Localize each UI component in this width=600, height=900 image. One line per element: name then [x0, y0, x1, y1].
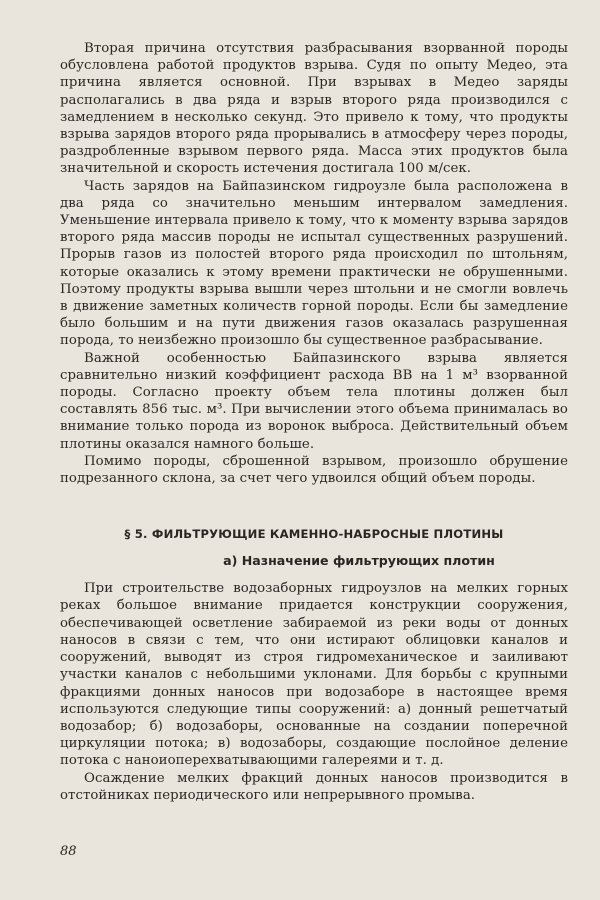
paragraph-slope-collapse: Помимо породы, сброшенной взрывом, произошло обрушение подрезанного склона, за счет чего удвоился общий объем породы. — [60, 453, 568, 487]
paragraph-water-intake: При строительстве водозаборных гидроузлов на мелких горных реках большое внимание придается конструкции сооружения, обеспечивающей осветление забираемой из реки воды от донных наносов в связи с тем, что они истирают облицовки каналов и сооружений, выводят из строя гидромеханическое и заиливают участки каналов с небольшими уклонами. Для борьбы с крупными фракциями донных наносов при водозаборе в настоящее время используются следующие типы сооружений: а) донный решетчатый водозабор; б) водозаборы, основанные на создании поперечной циркуляции потока; в) водозаборы, создающие послойное деление потока с наноиоперехватывающими галереями и т. д. — [60, 581, 568, 769]
page-number: 88 — [60, 844, 77, 859]
paragraph-second-reason: Вторая причина отсутствия разбрасывания взорванной породы обусловлена работой продуктов взрыва. Судя по опыту Медео, эта причина является основной. При взрывах в Медео заряды располагались в два ряда и взрыв второго ряда производился с замедлением в несколько секунд. Это привело к тому, что продукты взрыва зарядов второго ряда прорывались в атмосферу через породы, раздробленные взрывом первого ряда. Масса этих продуктов была значительной и скорость истечения достигала 100 м/сек. — [60, 41, 568, 177]
paragraph-sedimentation: Осаждение мелких фракций донных наносов производится в отстойниках периодического или непрерывного промыва. — [60, 770, 568, 803]
paragraph-baipaza-charges: Часть зарядов на Байпазинском гидроузле была расположена в два ряда со значительно меньшим интервалом замедления. Уменьшение интервала привело к тому, что к моменту взрыва зарядов второго ряда массив породы не испытал существенных разрушений. Прорыв газов из полостей второго ряда происходил по штольням, которые оказались к этому времени практически не обрушенными. Поэтому продукты взрыва вышли через штольни и не смогли вовлечь в движение заметных количеств горной породы. Если бы замедление было большим и на пути движения газов оказалась разрушенная порода, то неизбежно произошло бы существенное разбрасывание. — [60, 178, 568, 349]
section-title: § 5. ФИЛЬТРУЮЩИЕ КАМЕННО-НАБРОСНЫЕ ПЛОТИНЫ — [124, 527, 504, 542]
section-spacer — [60, 487, 568, 505]
paragraph-explosive-consumption: Важной особенностью Байпазинского взрыва является сравнительно низкий коэффициент расхода ВВ на 1 м³ взорванной породы. Согласно проекту объем тела плотины должен был составлять 856 тыс. м³. При вычислении этого объема принималась во внимание только порода из воронок выброса. Действительный объем плотины оказался намного больше. — [60, 350, 568, 452]
subsection-title: а) Назначение фильтрующих плотин — [223, 553, 495, 569]
